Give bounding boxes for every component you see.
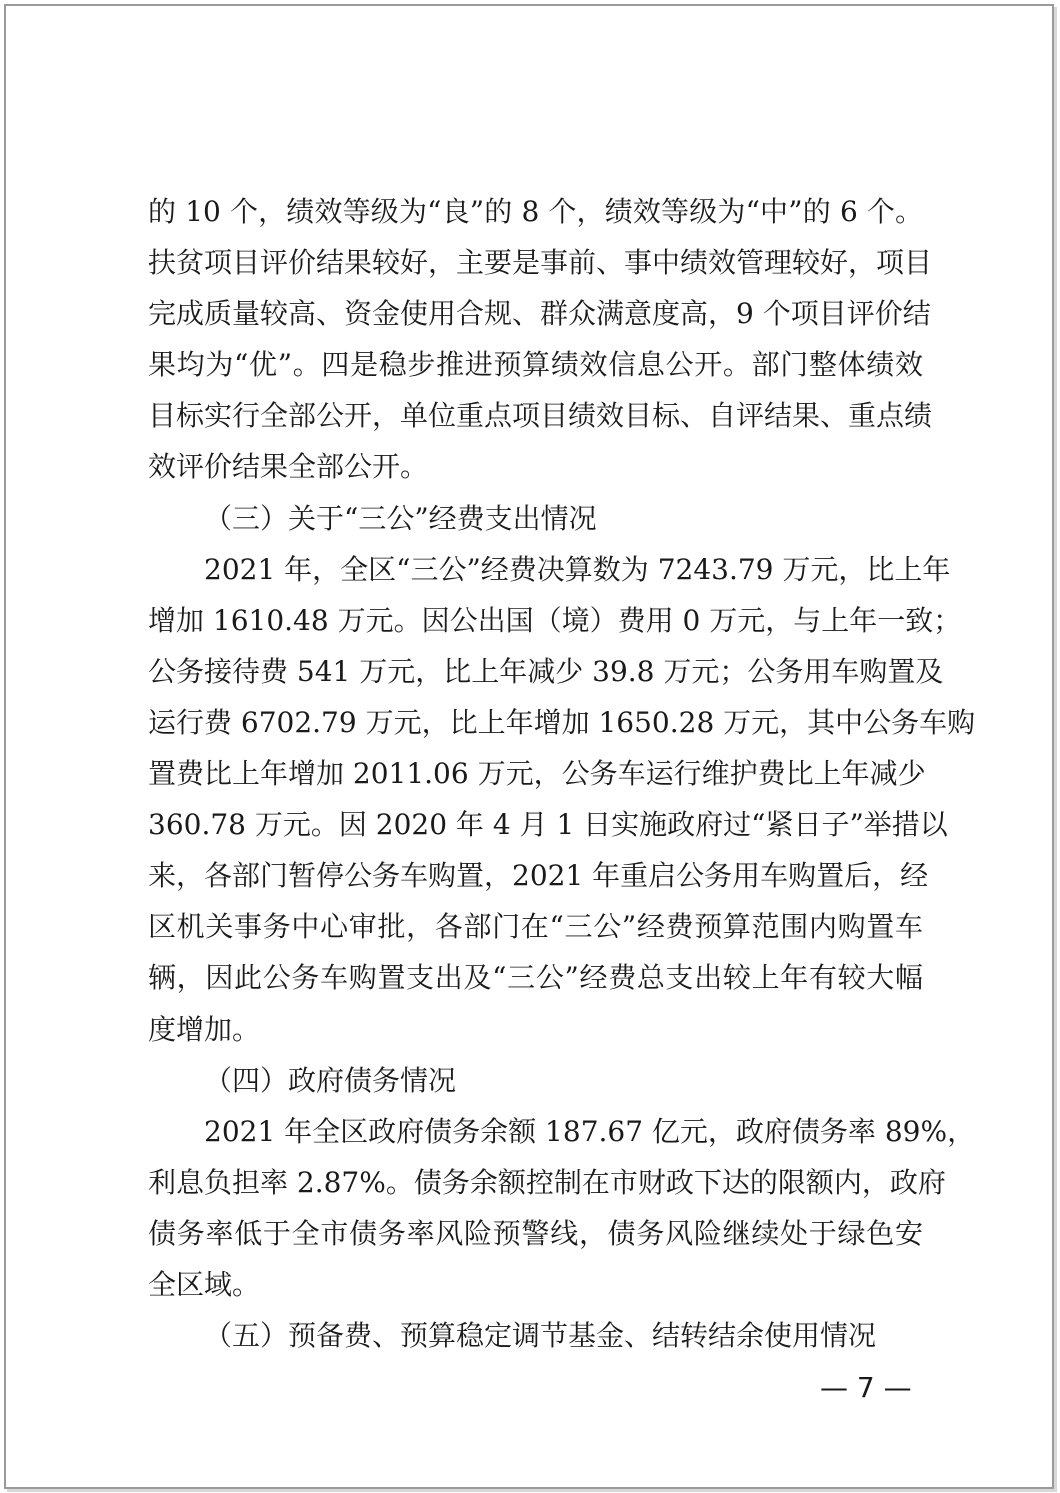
paragraph-line: 区机关事务中心审批，各部门在“三公”经费预算范围内购置车 (148, 910, 923, 944)
paragraph-line: 2021 年，全区“三公”经费决算数为 7243.79 万元，比上年 (204, 552, 951, 586)
paragraph-line: 债务率低于全市债务率风险预警线，债务风险继续处于绿色安 (148, 1216, 923, 1250)
paragraph-line: 来，各部门暂停公务车购置，2021 年重启公务用车购置后，经 (148, 859, 929, 893)
page-number: — 7 — (820, 1371, 912, 1404)
section-heading-four: （四）政府债务情况 (204, 1063, 457, 1097)
paragraph-line: 果均为“优”。四是稳步推进预算绩效信息公开。部门整体绩效 (148, 348, 923, 382)
paragraph-line: 完成质量较高、资金使用合规、群众满意度高，9 个项目评价结 (148, 297, 931, 331)
paragraph-line: 2021 年全区政府债务余额 187.67 亿元，政府债务率 89%， (204, 1114, 976, 1148)
paragraph-line: 置费比上年增加 2011.06 万元，公务车运行维护费比上年减少 (148, 757, 926, 791)
paragraph-line: 公务接待费 541 万元，比上年减少 39.8 万元；公务用车购置及 (148, 654, 944, 688)
paragraph-line: 全区域。 (148, 1267, 261, 1301)
section-heading-five: （五）预备费、预算稳定调节基金、结转结余使用情况 (204, 1319, 877, 1353)
paragraph-line: 利息负担率 2.87%。债务余额控制在市财政下达的限额内，政府 (148, 1165, 946, 1199)
paragraph-line: 运行费 6702.79 万元，比上年增加 1650.28 万元，其中公务车购 (148, 705, 976, 739)
paragraph-line: 扶贫项目评价结果较好，主要是事前、事中绩效管理较好，项目 (148, 246, 933, 280)
section-heading-three: （三）关于“三公”经费支出情况 (204, 501, 597, 535)
paragraph-line: 度增加。 (148, 1012, 261, 1046)
paragraph-line: 目标实行全部公开，单位重点项目绩效目标、自评结果、重点绩 (148, 399, 933, 433)
paragraph-line: 的 10 个，绩效等级为“良”的 8 个，绩效等级为“中”的 6 个。 (148, 195, 923, 228)
paragraph-line: 360.78 万元。因 2020 年 4 月 1 日实施政府过“紧日子”举措以 (148, 808, 948, 842)
paragraph-line: 增加 1610.48 万元。因公出国（境）费用 0 万元，与上年一致； (148, 603, 962, 637)
document-body (148, 186, 976, 1361)
paragraph-line: 效评价结果全部公开。 (148, 450, 429, 484)
paragraph-line: 辆，因此公务车购置支出及“三公”经费总支出较上年有较大幅 (148, 961, 923, 995)
